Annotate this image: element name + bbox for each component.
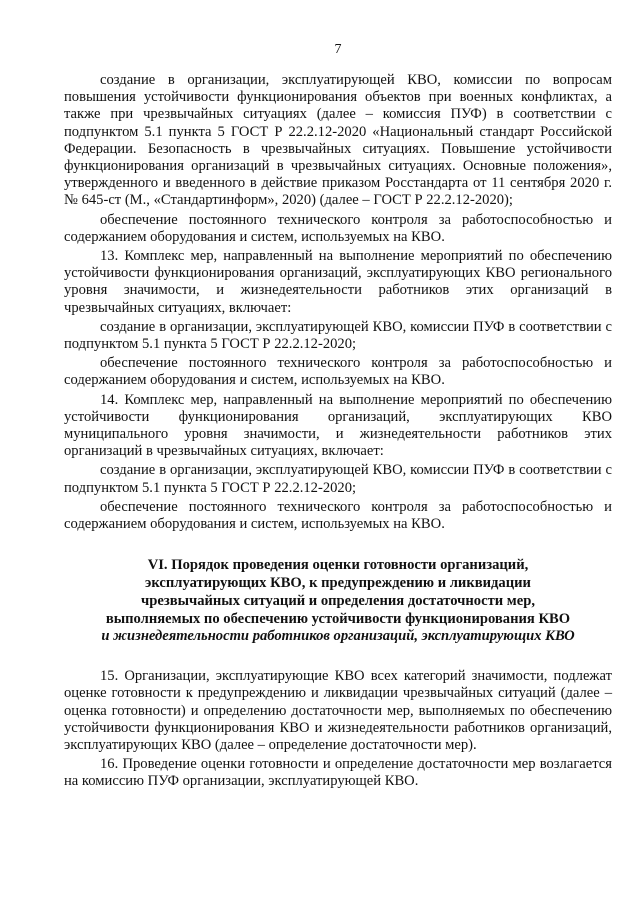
paragraph-item-15: 15. Организации, эксплуатирующие КВО всех категорий значимости, подлежат оценке готовности к предупреждению и ликвидации чрезвычайных ситуаций (далее – оценка готовности) и определению достаточности мер, выполняемых по обеспечению устойчивости функционирования КВО и жизнедеятельности работников организаций, эксплуатирующих КВО (далее – определение достаточности мер). <box>64 668 612 754</box>
paragraph-item-13-commission: создание в организации, эксплуатирующей КВО, комиссии ПУФ в соответствии с подпунктом 5.1 пункта 5 ГОСТ Р 22.2.12-2020; <box>64 318 612 353</box>
paragraph-technical-control: обеспечение постоянного технического контроля за работоспособностью и содержанием оборудования и систем, используемых на КВО. <box>64 211 612 245</box>
section-vi-title <box>64 557 612 646</box>
page-number: 7 <box>334 42 342 57</box>
section-title-line: выполняемых по обеспечению устойчивости функционирования КВО <box>105 610 571 627</box>
paragraph-item-14-commission: создание в организации, эксплуатирующей КВО, комиссии ПУФ в соответствии с подпунктом 5.1 пункта 5 ГОСТ Р 22.2.12-2020; <box>64 462 612 496</box>
paragraph-commission-creation: создание в организации, эксплуатирующей КВО, комиссии по вопросам повышения устойчивости функционирования объектов при военных конфликтах, а также при чрезвычайных ситуациях (далее – комиссия ПУФ) в соответствии с подпунктом 5.1 пункта 5 ГОСТ Р 22.2.12-2020 «Национальный стандарт Российской Федерации. Безопасность в чрезвычайных ситуациях. Повышение устойчивости функционирования организаций в чрезвычайных ситуациях. Основные положения», утвержденного и введенного в действие приказом Росстандарта от 11 сентября 2020 г. № 645-ст (М., «Стандартинформ», 2020) (далее – ГОСТ Р 22.2.12-2020); <box>64 72 612 209</box>
paragraph-item-16: 16. Проведение оценки готовности и определение достаточности мер возлагается на комиссию ПУФ организации, эксплуатирующей КВО. <box>64 756 612 790</box>
paragraph-item-14: 14. Комплекс мер, направленный на выполнение мероприятий по обеспечению устойчивости функционирования организаций, эксплуатирующих КВО муниципального уровня значимости, и жизнедеятельности работников этих организаций в чрезвычайных ситуациях, включает: <box>64 391 612 460</box>
section-title-line: и жизнедеятельности работников организаций, эксплуатирующих КВО <box>101 628 575 645</box>
section-title-line: VI. Порядок проведения оценки готовности организаций, <box>147 557 529 574</box>
paragraph-item-14-control: обеспечение постоянного технического контроля за работоспособностью и содержанием оборудования и систем, используемых на КВО. <box>64 498 612 533</box>
section-title-line: эксплуатирующих КВО, к предупреждению и ликвидации <box>145 575 531 592</box>
paragraph-item-13-control: обеспечение постоянного технического контроля за работоспособностью и содержанием оборудования и систем, используемых на КВО. <box>64 355 612 389</box>
section-title-line: чрезвычайных ситуаций и определения достаточности мер, <box>141 592 535 609</box>
paragraph-item-13: 13. Комплекс мер, направленный на выполнение мероприятий по обеспечению устойчивости функционирования организаций, эксплуатирующих КВО регионального уровня значимости, и жизнедеятельности работников этих организаций в чрезвычайных ситуациях, включает: <box>64 248 612 316</box>
document-body <box>64 72 612 793</box>
document-page <box>64 0 612 917</box>
